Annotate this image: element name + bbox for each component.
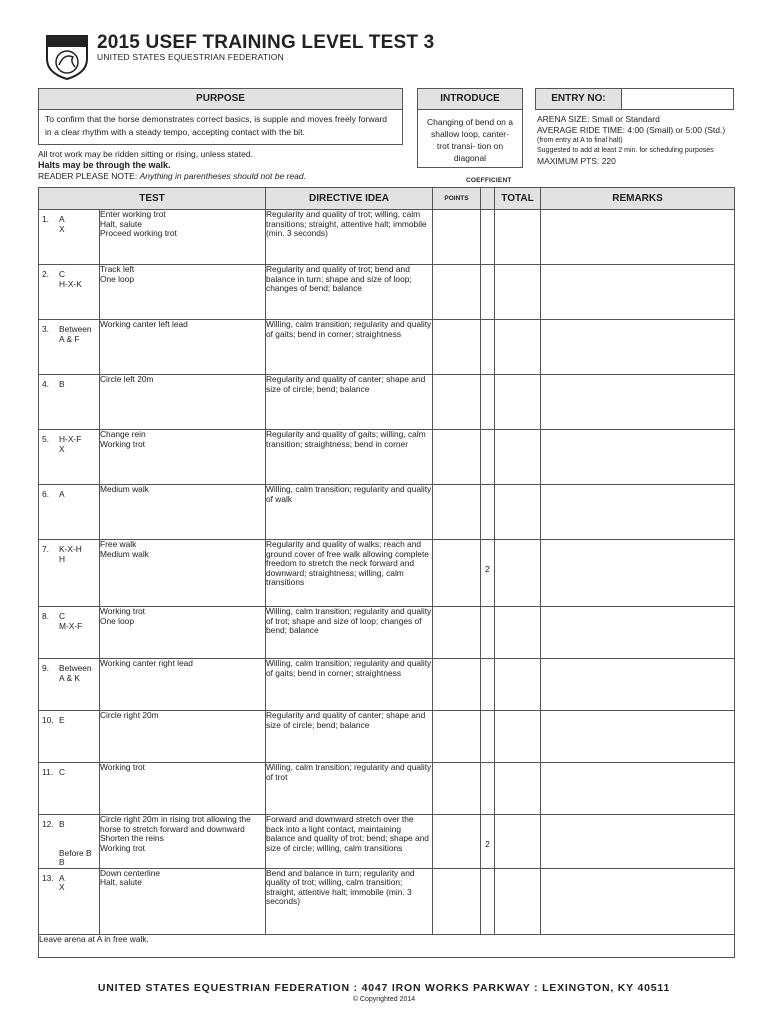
ride-time-note: (from entry at A to final halt)	[537, 137, 623, 144]
remarks-cell[interactable]	[541, 659, 735, 711]
header-points: POINTS	[433, 188, 481, 210]
remarks-cell[interactable]	[541, 375, 735, 430]
movement-test: Circle right 20m in rising trot allowing the horse to stretch forward and downward Shorten the reins Working trot	[100, 815, 266, 869]
total-cell[interactable]	[495, 430, 541, 485]
movement-number: 4.	[42, 379, 49, 389]
points-cell[interactable]	[433, 430, 481, 485]
movement-test: Circle left 20m	[100, 375, 266, 430]
points-cell[interactable]	[433, 375, 481, 430]
ride-time: AVERAGE RIDE TIME: 4:00 (Small) or 5:00 (Std.)	[537, 125, 726, 135]
usef-logo	[44, 33, 90, 81]
directive-idea: Willing, calm transition; regularity and quality of trot	[266, 763, 433, 815]
test-table	[38, 187, 735, 958]
points-cell[interactable]	[433, 711, 481, 763]
remarks-cell[interactable]	[541, 540, 735, 607]
total-cell[interactable]	[495, 763, 541, 815]
movement-number-cell	[39, 485, 100, 540]
coefficient-label: COEFFICIENT	[466, 177, 512, 184]
movement-letters: B	[59, 379, 65, 389]
coefficient-cell: 2	[481, 815, 495, 869]
total-cell[interactable]	[495, 868, 541, 934]
movement-number: 2.	[42, 269, 49, 279]
footer-address: UNITED STATES EQUESTRIAN FEDERATION : 4047 IRON WORKS PARKWAY : LEXINGTON, KY 40511	[97, 982, 671, 994]
arena-size: ARENA SIZE: Small or Standard	[537, 114, 660, 124]
directive-idea: Willing, calm transition; regularity and quality of gaits; bend in corner; straightness	[266, 320, 433, 375]
coefficient-cell	[481, 430, 495, 485]
purpose-text: To confirm that the horse demonstrates correct basics, is supple and moves freely forward in a clear rhythm with a steady tempo, accepting contact with the bit.	[38, 110, 403, 145]
entry-number-label: ENTRY NO:	[536, 89, 622, 109]
movement-number-cell	[39, 659, 100, 711]
header-total: TOTAL	[495, 188, 541, 210]
table-row	[39, 815, 735, 869]
movement-letters: C M-X-F	[59, 611, 83, 631]
header-directive: DIRECTIVE IDEA	[266, 188, 433, 210]
table-row	[39, 763, 735, 815]
coefficient-cell	[481, 659, 495, 711]
movement-letters: H-X-F X	[59, 434, 82, 454]
remarks-cell[interactable]	[541, 763, 735, 815]
directive-idea: Willing, calm transition; regularity and quality of trot; shape and size of loop; changes of bend; balance	[266, 607, 433, 659]
remarks-cell[interactable]	[541, 711, 735, 763]
movement-test: Working trot	[100, 763, 266, 815]
movement-number: 6.	[42, 489, 49, 499]
points-cell[interactable]	[433, 815, 481, 869]
movement-letters: C	[59, 767, 66, 777]
movement-test: Working trot One loop	[100, 607, 266, 659]
movement-number: 9.	[42, 663, 49, 673]
arena-info	[537, 114, 725, 167]
total-cell[interactable]	[495, 485, 541, 540]
header-coefficient	[481, 188, 495, 210]
points-cell[interactable]	[433, 265, 481, 320]
movement-number-cell	[39, 540, 100, 607]
movement-test: Track left One loop	[100, 265, 266, 320]
movement-number-cell	[39, 711, 100, 763]
movement-number-cell	[39, 763, 100, 815]
coefficient-cell	[481, 711, 495, 763]
movement-letters: B Before B B	[59, 819, 92, 867]
movement-number-cell	[39, 868, 100, 934]
trot-note: All trot work may be ridden sitting or rising, unless stated.	[38, 149, 253, 159]
remarks-cell[interactable]	[541, 430, 735, 485]
coefficient-cell	[481, 485, 495, 540]
total-cell[interactable]	[495, 711, 541, 763]
purpose-heading: PURPOSE	[38, 88, 403, 110]
halt-note: Halts may be through the walk.	[38, 160, 171, 170]
points-cell[interactable]	[433, 540, 481, 607]
coefficient-cell: 2	[481, 540, 495, 607]
table-row	[39, 711, 735, 763]
movement-test: Medium walk	[100, 485, 266, 540]
total-cell[interactable]	[495, 540, 541, 607]
points-cell[interactable]	[433, 607, 481, 659]
leave-arena-note: Leave arena at A in free walk.	[39, 934, 735, 957]
coefficient-cell	[481, 868, 495, 934]
introduce-text: Changing of bend on a shallow loop, canter-trot transi- tion on diagonal	[417, 110, 523, 168]
header-test: TEST	[39, 188, 266, 210]
table-row	[39, 485, 735, 540]
points-cell[interactable]	[433, 659, 481, 711]
points-cell[interactable]	[433, 763, 481, 815]
entry-number-box	[535, 88, 734, 110]
total-cell[interactable]	[495, 320, 541, 375]
table-row	[39, 375, 735, 430]
directive-idea: Regularity and quality of trot; bend and balance in turn; shape and size of loop; changes of bend; balance	[266, 265, 433, 320]
movement-number: 11.	[42, 767, 54, 777]
movement-letters: A X	[59, 214, 65, 234]
reader-note-label: READER PLEASE NOTE:	[38, 171, 138, 181]
table-row	[39, 210, 735, 265]
page-subtitle: UNITED STATES EQUESTRIAN FEDERATION	[97, 52, 284, 62]
movement-number-cell	[39, 607, 100, 659]
total-cell[interactable]	[495, 375, 541, 430]
movement-number: 10.	[42, 715, 54, 725]
movement-number-cell	[39, 375, 100, 430]
remarks-cell[interactable]	[541, 210, 735, 265]
remarks-cell[interactable]	[541, 265, 735, 320]
points-cell[interactable]	[433, 210, 481, 265]
remarks-cell[interactable]	[541, 485, 735, 540]
table-row	[39, 430, 735, 485]
entry-number-field[interactable]	[622, 89, 733, 109]
movement-letters: Between A & F	[59, 324, 92, 344]
max-points: MAXIMUM PTS: 220	[537, 156, 616, 166]
total-cell[interactable]	[495, 815, 541, 869]
movement-test: Working canter left lead	[100, 320, 266, 375]
movement-number: 8.	[42, 611, 49, 621]
movement-letters: A X	[59, 872, 65, 892]
table-row	[39, 868, 735, 934]
movement-number-cell	[39, 265, 100, 320]
table-row	[39, 540, 735, 607]
movement-number-cell	[39, 815, 100, 869]
footer-copyright: © Copyrighted 2014	[352, 996, 416, 1003]
movement-test: Free walk Medium walk	[100, 540, 266, 607]
coefficient-cell	[481, 607, 495, 659]
movement-number: 7.	[42, 544, 49, 554]
directive-idea: Willing, calm transition; regularity and quality of walk	[266, 485, 433, 540]
remarks-cell[interactable]	[541, 815, 735, 869]
movement-test: Circle right 20m	[100, 711, 266, 763]
movement-number: 1.	[42, 214, 49, 224]
movement-number: 12.	[42, 819, 54, 829]
movement-number: 3.	[42, 324, 49, 334]
movement-test: Change rein Working trot	[100, 430, 266, 485]
movement-letters: C H-X-K	[59, 269, 82, 289]
movement-letters: E	[59, 715, 65, 725]
reader-note-text: Anything in parentheses should not be read.	[139, 171, 306, 181]
total-cell[interactable]	[495, 210, 541, 265]
page-title: 2015 USEF TRAINING LEVEL TEST 3	[97, 32, 435, 53]
coefficient-cell	[481, 320, 495, 375]
directive-idea: Regularity and quality of canter; shape and size of circle; bend; balance	[266, 711, 433, 763]
total-cell[interactable]	[495, 607, 541, 659]
remarks-cell[interactable]	[541, 868, 735, 934]
movement-test: Enter working trot Halt, salute Proceed working trot	[100, 210, 266, 265]
total-cell[interactable]	[495, 659, 541, 711]
table-row	[39, 320, 735, 375]
movement-number: 13.	[42, 872, 54, 883]
movement-letters: Between A & K	[59, 663, 92, 683]
coefficient-cell	[481, 763, 495, 815]
directive-idea: Regularity and quality of trot; willing, calm transitions; straight, attentive halt; immobile (min. 3 seconds)	[266, 210, 433, 265]
points-cell[interactable]	[433, 868, 481, 934]
directive-idea: Regularity and quality of walks; reach and ground cover of free walk allowing complete freedom to stretch the neck forward and downward; straightness; willing, calm transitions	[266, 540, 433, 607]
remarks-cell[interactable]	[541, 607, 735, 659]
directive-idea: Forward and downward stretch over the back into a light contact, maintaining balance and quality of trot; bend; shape and size of circle; willing, calm transitions	[266, 815, 433, 869]
coefficient-cell	[481, 265, 495, 320]
movement-number: 5.	[42, 434, 49, 444]
movement-test: Down centerline Halt, salute	[100, 868, 266, 934]
directive-idea: Willing, calm transition; regularity and quality of gaits; bend in corner; straightness	[266, 659, 433, 711]
table-row	[39, 265, 735, 320]
table-row	[39, 607, 735, 659]
movement-test: Working canter right lead	[100, 659, 266, 711]
movement-letters: K-X-H H	[59, 544, 82, 564]
introduce-heading: INTRODUCE	[417, 88, 523, 110]
directive-idea: Regularity and quality of canter; shape and size of circle; bend; balance	[266, 375, 433, 430]
remarks-cell[interactable]	[541, 320, 735, 375]
points-cell[interactable]	[433, 485, 481, 540]
coefficient-cell	[481, 375, 495, 430]
notes	[38, 149, 306, 182]
coefficient-cell	[481, 210, 495, 265]
schedule-note: Suggested to add at least 2 min. for scheduling purposes	[537, 147, 714, 154]
reader-note	[38, 171, 306, 182]
directive-idea: Bend and balance in turn; regularity and quality of trot; willing, calm transition; straight, attentive halt; immobile (min. 3 seconds)	[266, 868, 433, 934]
movement-number-cell	[39, 430, 100, 485]
header-remarks: REMARKS	[541, 188, 735, 210]
movement-letters: A	[59, 489, 65, 499]
movement-number-cell	[39, 320, 100, 375]
movement-number-cell	[39, 210, 100, 265]
points-cell[interactable]	[433, 320, 481, 375]
directive-idea: Regularity and quality of gaits; willing, calm transition; straightness; bend in corner	[266, 430, 433, 485]
total-cell[interactable]	[495, 265, 541, 320]
table-row	[39, 659, 735, 711]
